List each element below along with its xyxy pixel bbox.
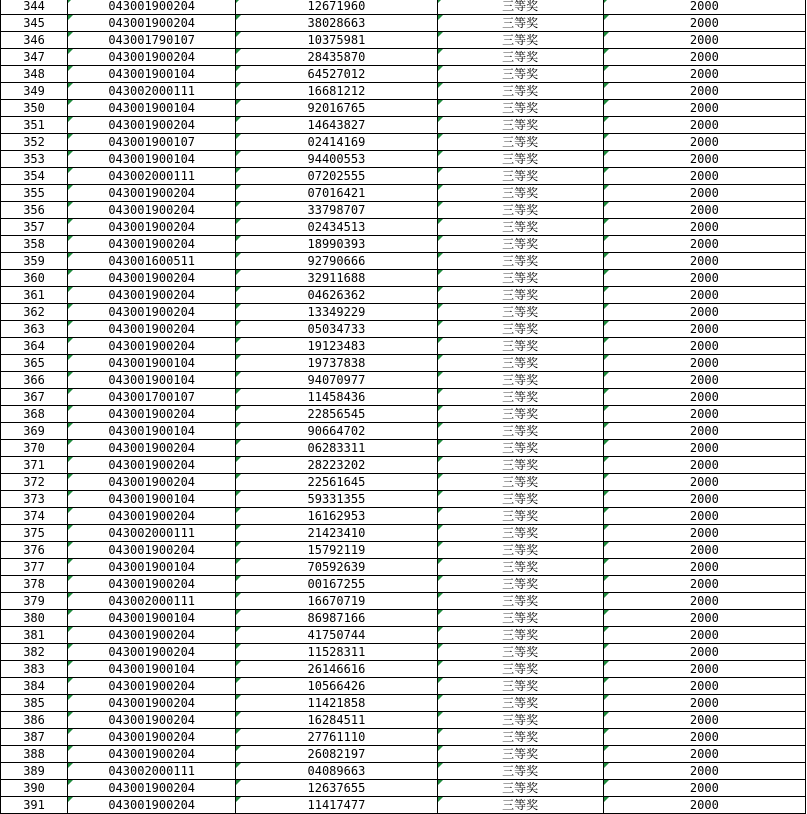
ticket-number-cell[interactable]: 59331355 — [236, 491, 437, 508]
outlet-code-cell[interactable]: 043001900204 — [68, 576, 236, 593]
row-number-cell[interactable]: 375 — [1, 525, 68, 542]
table-row — [1, 83, 806, 100]
ticket-number-cell[interactable]: 18990393 — [236, 236, 437, 253]
prize-amount-cell[interactable]: 2000 — [603, 32, 805, 49]
table-row — [1, 287, 806, 304]
ticket-number-cell[interactable]: 92790666 — [236, 253, 437, 270]
row-number-cell[interactable]: 374 — [1, 508, 68, 525]
outlet-code-cell[interactable]: 043001900104 — [68, 491, 236, 508]
row-number-cell[interactable]: 358 — [1, 236, 68, 253]
outlet-code-cell[interactable]: 043002000111 — [68, 525, 236, 542]
prize-amount-cell[interactable]: 2000 — [603, 712, 805, 729]
row-number-cell[interactable]: 362 — [1, 304, 68, 321]
ticket-number-cell[interactable]: 11458436 — [236, 389, 437, 406]
prize-level-cell[interactable]: 三等奖 — [437, 32, 603, 49]
prize-amount-cell[interactable]: 2000 — [603, 525, 805, 542]
prize-level-cell[interactable]: 三等奖 — [437, 253, 603, 270]
table-row — [1, 100, 806, 117]
table-row — [1, 270, 806, 287]
outlet-code-cell[interactable]: 043001900104 — [68, 661, 236, 678]
outlet-code-cell[interactable]: 043001900204 — [68, 49, 236, 66]
row-number-cell[interactable]: 350 — [1, 100, 68, 117]
ticket-number-cell[interactable]: 64527012 — [236, 66, 437, 83]
table-row — [1, 576, 806, 593]
row-number-cell[interactable]: 360 — [1, 270, 68, 287]
prize-amount-cell[interactable]: 2000 — [603, 304, 805, 321]
prize-amount-cell[interactable]: 2000 — [603, 559, 805, 576]
prize-amount-cell[interactable]: 2000 — [603, 66, 805, 83]
prize-level-cell[interactable]: 三等奖 — [437, 134, 603, 151]
ticket-number-cell[interactable]: 19123483 — [236, 338, 437, 355]
row-number-cell[interactable]: 352 — [1, 134, 68, 151]
prize-level-cell[interactable]: 三等奖 — [437, 0, 603, 15]
row-number-cell[interactable]: 368 — [1, 406, 68, 423]
prize-level-cell[interactable]: 三等奖 — [437, 355, 603, 372]
outlet-code-cell[interactable]: 043001900204 — [68, 117, 236, 134]
table-row — [1, 151, 806, 168]
prize-level-cell[interactable]: 三等奖 — [437, 185, 603, 202]
row-number-cell[interactable]: 364 — [1, 338, 68, 355]
outlet-code-cell[interactable]: 043001900204 — [68, 321, 236, 338]
table-row — [1, 712, 806, 729]
table-row — [1, 729, 806, 746]
ticket-number-cell[interactable]: 10375981 — [236, 32, 437, 49]
prize-level-cell[interactable]: 三等奖 — [437, 610, 603, 627]
prize-level-cell[interactable]: 三等奖 — [437, 661, 603, 678]
prize-amount-cell[interactable]: 2000 — [603, 542, 805, 559]
prize-level-cell[interactable]: 三等奖 — [437, 151, 603, 168]
prize-level-cell[interactable]: 三等奖 — [437, 372, 603, 389]
outlet-code-cell[interactable]: 043001900104 — [68, 423, 236, 440]
ticket-number-cell[interactable]: 05034733 — [236, 321, 437, 338]
prize-amount-cell[interactable]: 2000 — [603, 576, 805, 593]
outlet-code-cell[interactable]: 043002000111 — [68, 593, 236, 610]
prize-level-cell[interactable]: 三等奖 — [437, 474, 603, 491]
table-row — [1, 321, 806, 338]
outlet-code-cell[interactable]: 043001900104 — [68, 559, 236, 576]
row-number-cell[interactable]: 353 — [1, 151, 68, 168]
ticket-number-cell[interactable]: 11528311 — [236, 644, 437, 661]
row-number-cell[interactable]: 363 — [1, 321, 68, 338]
ticket-number-cell[interactable]: 41750744 — [236, 627, 437, 644]
ticket-number-cell[interactable]: 32911688 — [236, 270, 437, 287]
prize-level-cell[interactable]: 三等奖 — [437, 797, 603, 814]
row-number-cell[interactable]: 349 — [1, 83, 68, 100]
table-row — [1, 525, 806, 542]
ticket-number-cell[interactable]: 27761110 — [236, 729, 437, 746]
ticket-number-cell[interactable]: 10566426 — [236, 678, 437, 695]
table-row — [1, 15, 806, 32]
ticket-number-cell[interactable]: 02434513 — [236, 219, 437, 236]
table-row — [1, 32, 806, 49]
row-number-cell[interactable]: 345 — [1, 15, 68, 32]
prize-amount-cell[interactable]: 2000 — [603, 389, 805, 406]
table-row — [1, 423, 806, 440]
table-row — [1, 559, 806, 576]
row-number-cell[interactable]: 369 — [1, 423, 68, 440]
prize-level-cell[interactable]: 三等奖 — [437, 287, 603, 304]
ticket-number-cell[interactable]: 14643827 — [236, 117, 437, 134]
ticket-number-cell[interactable]: 70592639 — [236, 559, 437, 576]
outlet-code-cell[interactable]: 043001900204 — [68, 406, 236, 423]
row-number-cell[interactable]: 357 — [1, 219, 68, 236]
outlet-code-cell[interactable]: 043001900204 — [68, 695, 236, 712]
outlet-code-cell[interactable]: 043001900204 — [68, 746, 236, 763]
row-number-cell[interactable]: 385 — [1, 695, 68, 712]
prize-list-body — [1, 0, 806, 814]
row-number-cell[interactable]: 373 — [1, 491, 68, 508]
prize-amount-cell[interactable]: 2000 — [603, 678, 805, 695]
prize-level-cell[interactable]: 三等奖 — [437, 49, 603, 66]
outlet-code-cell[interactable]: 043001900107 — [68, 134, 236, 151]
outlet-code-cell[interactable]: 043001900204 — [68, 457, 236, 474]
prize-amount-cell[interactable]: 2000 — [603, 627, 805, 644]
outlet-code-cell[interactable]: 043001900104 — [68, 100, 236, 117]
outlet-code-cell[interactable]: 043001900204 — [68, 304, 236, 321]
prize-level-cell[interactable]: 三等奖 — [437, 576, 603, 593]
prize-level-cell[interactable]: 三等奖 — [437, 66, 603, 83]
row-number-cell[interactable]: 378 — [1, 576, 68, 593]
ticket-number-cell[interactable]: 22856545 — [236, 406, 437, 423]
table-row — [1, 627, 806, 644]
prize-amount-cell[interactable]: 2000 — [603, 763, 805, 780]
table-row — [1, 780, 806, 797]
table-row — [1, 746, 806, 763]
outlet-code-cell[interactable]: 043001900204 — [68, 270, 236, 287]
outlet-code-cell[interactable]: 043001900204 — [68, 440, 236, 457]
outlet-code-cell[interactable]: 043001900104 — [68, 355, 236, 372]
row-number-cell[interactable]: 356 — [1, 202, 68, 219]
table-row — [1, 355, 806, 372]
table-row — [1, 372, 806, 389]
ticket-number-cell[interactable]: 26146616 — [236, 661, 437, 678]
ticket-number-cell[interactable]: 19737838 — [236, 355, 437, 372]
prize-level-cell[interactable]: 三等奖 — [437, 627, 603, 644]
outlet-code-cell[interactable]: 043001700107 — [68, 389, 236, 406]
prize-amount-cell[interactable]: 2000 — [603, 151, 805, 168]
row-number-cell[interactable]: 354 — [1, 168, 68, 185]
ticket-number-cell[interactable]: 07016421 — [236, 185, 437, 202]
outlet-code-cell[interactable]: 043001900204 — [68, 644, 236, 661]
ticket-number-cell[interactable]: 90664702 — [236, 423, 437, 440]
outlet-code-cell[interactable]: 043002000111 — [68, 763, 236, 780]
prize-level-cell[interactable]: 三等奖 — [437, 83, 603, 100]
ticket-number-cell[interactable]: 94070977 — [236, 372, 437, 389]
row-number-cell[interactable]: 359 — [1, 253, 68, 270]
table-row — [1, 440, 806, 457]
outlet-code-cell[interactable]: 043001900204 — [68, 729, 236, 746]
outlet-code-cell[interactable]: 043001900204 — [68, 338, 236, 355]
table-row — [1, 593, 806, 610]
row-number-cell[interactable]: 367 — [1, 389, 68, 406]
outlet-code-cell[interactable]: 043001900104 — [68, 372, 236, 389]
table-row — [1, 253, 806, 270]
prize-amount-cell[interactable]: 2000 — [603, 83, 805, 100]
prize-amount-cell[interactable]: 2000 — [603, 491, 805, 508]
outlet-code-cell[interactable]: 043001900204 — [68, 0, 236, 15]
prize-level-cell[interactable]: 三等奖 — [437, 763, 603, 780]
prize-amount-cell[interactable]: 2000 — [603, 508, 805, 525]
table-row — [1, 117, 806, 134]
prize-amount-cell[interactable]: 2000 — [603, 695, 805, 712]
prize-level-cell[interactable]: 三等奖 — [437, 780, 603, 797]
ticket-number-cell[interactable]: 38028663 — [236, 15, 437, 32]
prize-amount-cell[interactable]: 2000 — [603, 0, 805, 15]
table-row — [1, 678, 806, 695]
prize-amount-cell[interactable]: 2000 — [603, 321, 805, 338]
prize-amount-cell[interactable]: 2000 — [603, 253, 805, 270]
ticket-number-cell[interactable]: 86987166 — [236, 610, 437, 627]
ticket-number-cell[interactable]: 11421858 — [236, 695, 437, 712]
table-row — [1, 491, 806, 508]
outlet-code-cell[interactable]: 043001900204 — [68, 287, 236, 304]
prize-amount-cell[interactable]: 2000 — [603, 457, 805, 474]
prize-amount-cell[interactable]: 2000 — [603, 219, 805, 236]
row-number-cell[interactable]: 380 — [1, 610, 68, 627]
ticket-number-cell[interactable]: 21423410 — [236, 525, 437, 542]
outlet-code-cell[interactable]: 043001790107 — [68, 32, 236, 49]
table-row — [1, 474, 806, 491]
table-row — [1, 202, 806, 219]
outlet-code-cell[interactable]: 043002000111 — [68, 168, 236, 185]
ticket-number-cell[interactable]: 26082197 — [236, 746, 437, 763]
ticket-number-cell[interactable]: 16162953 — [236, 508, 437, 525]
prize-amount-cell[interactable]: 2000 — [603, 270, 805, 287]
row-number-cell[interactable]: 351 — [1, 117, 68, 134]
prize-level-cell[interactable]: 三等奖 — [437, 423, 603, 440]
ticket-number-cell[interactable]: 92016765 — [236, 100, 437, 117]
row-number-cell[interactable]: 355 — [1, 185, 68, 202]
ticket-number-cell[interactable]: 12637655 — [236, 780, 437, 797]
table-row — [1, 695, 806, 712]
row-number-cell[interactable]: 372 — [1, 474, 68, 491]
table-row — [1, 66, 806, 83]
table-row — [1, 236, 806, 253]
table-row — [1, 508, 806, 525]
outlet-code-cell[interactable]: 043001900204 — [68, 542, 236, 559]
ticket-number-cell[interactable]: 07202555 — [236, 168, 437, 185]
outlet-code-cell[interactable]: 043001900204 — [68, 780, 236, 797]
row-number-cell[interactable]: 388 — [1, 746, 68, 763]
ticket-number-cell[interactable]: 11417477 — [236, 797, 437, 814]
prize-level-cell[interactable]: 三等奖 — [437, 270, 603, 287]
ticket-number-cell[interactable]: 28435870 — [236, 49, 437, 66]
outlet-code-cell[interactable]: 043001900204 — [68, 15, 236, 32]
table-row — [1, 219, 806, 236]
prize-amount-cell[interactable]: 2000 — [603, 440, 805, 457]
prize-level-cell[interactable]: 三等奖 — [437, 508, 603, 525]
table-row — [1, 457, 806, 474]
prize-level-cell[interactable]: 三等奖 — [437, 457, 603, 474]
prize-level-cell[interactable]: 三等奖 — [437, 202, 603, 219]
prize-level-cell[interactable]: 三等奖 — [437, 389, 603, 406]
table-row — [1, 168, 806, 185]
ticket-number-cell[interactable]: 28223202 — [236, 457, 437, 474]
ticket-number-cell[interactable]: 02414169 — [236, 134, 437, 151]
prize-level-cell[interactable]: 三等奖 — [437, 729, 603, 746]
table-row — [1, 304, 806, 321]
row-number-cell[interactable]: 390 — [1, 780, 68, 797]
prize-amount-cell[interactable]: 2000 — [603, 202, 805, 219]
table-row — [1, 661, 806, 678]
prize-level-cell[interactable]: 三等奖 — [437, 559, 603, 576]
prize-level-cell[interactable]: 三等奖 — [437, 746, 603, 763]
prize-level-cell[interactable]: 三等奖 — [437, 644, 603, 661]
prize-level-cell[interactable]: 三等奖 — [437, 304, 603, 321]
prize-amount-cell[interactable]: 2000 — [603, 338, 805, 355]
prize-level-cell[interactable]: 三等奖 — [437, 219, 603, 236]
outlet-code-cell[interactable]: 043001900204 — [68, 236, 236, 253]
outlet-code-cell[interactable]: 043001600511 — [68, 253, 236, 270]
table-row — [1, 134, 806, 151]
table-row — [1, 763, 806, 780]
table-row — [1, 542, 806, 559]
outlet-code-cell[interactable]: 043001900204 — [68, 202, 236, 219]
prize-level-cell[interactable]: 三等奖 — [437, 440, 603, 457]
row-number-cell[interactable]: 366 — [1, 372, 68, 389]
outlet-code-cell[interactable]: 043001900204 — [68, 474, 236, 491]
outlet-code-cell[interactable]: 043001900204 — [68, 678, 236, 695]
prize-amount-cell[interactable]: 2000 — [603, 168, 805, 185]
prize-amount-cell[interactable]: 2000 — [603, 661, 805, 678]
prize-level-cell[interactable]: 三等奖 — [437, 712, 603, 729]
prize-amount-cell[interactable]: 2000 — [603, 372, 805, 389]
prize-level-cell[interactable]: 三等奖 — [437, 236, 603, 253]
prize-amount-cell[interactable]: 2000 — [603, 729, 805, 746]
outlet-code-cell[interactable]: 043001900104 — [68, 66, 236, 83]
outlet-code-cell[interactable]: 043001900104 — [68, 151, 236, 168]
row-number-cell[interactable]: 344 — [1, 0, 68, 15]
prize-level-cell[interactable]: 三等奖 — [437, 338, 603, 355]
row-number-cell[interactable]: 371 — [1, 457, 68, 474]
prize-level-cell[interactable]: 三等奖 — [437, 406, 603, 423]
prize-level-cell[interactable]: 三等奖 — [437, 491, 603, 508]
table-row — [1, 610, 806, 627]
prize-amount-cell[interactable]: 2000 — [603, 610, 805, 627]
ticket-number-cell[interactable]: 16681212 — [236, 83, 437, 100]
prize-amount-cell[interactable]: 2000 — [603, 100, 805, 117]
prize-amount-cell[interactable]: 2000 — [603, 474, 805, 491]
ticket-number-cell[interactable]: 04089663 — [236, 763, 437, 780]
row-number-cell[interactable]: 346 — [1, 32, 68, 49]
ticket-number-cell[interactable]: 16284511 — [236, 712, 437, 729]
prize-level-cell[interactable]: 三等奖 — [437, 100, 603, 117]
prize-amount-cell[interactable]: 2000 — [603, 49, 805, 66]
row-number-cell[interactable]: 377 — [1, 559, 68, 576]
prize-level-cell[interactable]: 三等奖 — [437, 15, 603, 32]
prize-amount-cell[interactable]: 2000 — [603, 746, 805, 763]
prize-amount-cell[interactable]: 2000 — [603, 423, 805, 440]
row-number-cell[interactable]: 384 — [1, 678, 68, 695]
ticket-number-cell[interactable]: 04626362 — [236, 287, 437, 304]
ticket-number-cell[interactable]: 13349229 — [236, 304, 437, 321]
prize-level-cell[interactable]: 三等奖 — [437, 678, 603, 695]
ticket-number-cell[interactable]: 00167255 — [236, 576, 437, 593]
outlet-code-cell[interactable]: 043002000111 — [68, 83, 236, 100]
outlet-code-cell[interactable]: 043001900204 — [68, 219, 236, 236]
row-number-cell[interactable]: 382 — [1, 644, 68, 661]
prize-amount-cell[interactable]: 2000 — [603, 236, 805, 253]
table-row — [1, 644, 806, 661]
ticket-number-cell[interactable]: 22561645 — [236, 474, 437, 491]
row-number-cell[interactable]: 383 — [1, 661, 68, 678]
prize-level-cell[interactable]: 三等奖 — [437, 542, 603, 559]
outlet-code-cell[interactable]: 043001900204 — [68, 185, 236, 202]
table-row — [1, 389, 806, 406]
outlet-code-cell[interactable]: 043001900104 — [68, 610, 236, 627]
prize-level-cell[interactable]: 三等奖 — [437, 525, 603, 542]
prize-level-cell[interactable]: 三等奖 — [437, 117, 603, 134]
prize-amount-cell[interactable]: 2000 — [603, 134, 805, 151]
outlet-code-cell[interactable]: 043001900204 — [68, 508, 236, 525]
table-row — [1, 338, 806, 355]
row-number-cell[interactable]: 376 — [1, 542, 68, 559]
row-number-cell[interactable]: 381 — [1, 627, 68, 644]
row-number-cell[interactable]: 386 — [1, 712, 68, 729]
row-number-cell[interactable]: 348 — [1, 66, 68, 83]
table-row — [1, 0, 806, 15]
row-number-cell[interactable]: 387 — [1, 729, 68, 746]
prize-amount-cell[interactable]: 2000 — [603, 287, 805, 304]
prize-amount-cell[interactable]: 2000 — [603, 15, 805, 32]
prize-amount-cell[interactable]: 2000 — [603, 593, 805, 610]
ticket-number-cell[interactable]: 06283311 — [236, 440, 437, 457]
ticket-number-cell[interactable]: 33798707 — [236, 202, 437, 219]
prize-level-cell[interactable]: 三等奖 — [437, 321, 603, 338]
prize-level-cell[interactable]: 三等奖 — [437, 168, 603, 185]
ticket-number-cell[interactable]: 12671960 — [236, 0, 437, 15]
row-number-cell[interactable]: 365 — [1, 355, 68, 372]
row-number-cell[interactable]: 370 — [1, 440, 68, 457]
ticket-number-cell[interactable]: 16670719 — [236, 593, 437, 610]
prize-level-cell[interactable]: 三等奖 — [437, 695, 603, 712]
prize-amount-cell[interactable]: 2000 — [603, 185, 805, 202]
prize-amount-cell[interactable]: 2000 — [603, 644, 805, 661]
row-number-cell[interactable]: 389 — [1, 763, 68, 780]
row-number-cell[interactable]: 347 — [1, 49, 68, 66]
prize-amount-cell[interactable]: 2000 — [603, 117, 805, 134]
row-number-cell[interactable]: 391 — [1, 797, 68, 814]
outlet-code-cell[interactable]: 043001900204 — [68, 712, 236, 729]
prize-level-cell[interactable]: 三等奖 — [437, 593, 603, 610]
table-row — [1, 49, 806, 66]
ticket-number-cell[interactable]: 94400553 — [236, 151, 437, 168]
table-row — [1, 185, 806, 202]
table-row — [1, 406, 806, 423]
row-number-cell[interactable]: 361 — [1, 287, 68, 304]
prize-amount-cell[interactable]: 2000 — [603, 355, 805, 372]
outlet-code-cell[interactable]: 043001900204 — [68, 627, 236, 644]
row-number-cell[interactable]: 379 — [1, 593, 68, 610]
prize-amount-cell[interactable]: 2000 — [603, 797, 805, 814]
prize-amount-cell[interactable]: 2000 — [603, 406, 805, 423]
ticket-number-cell[interactable]: 15792119 — [236, 542, 437, 559]
prize-amount-cell[interactable]: 2000 — [603, 780, 805, 797]
outlet-code-cell[interactable]: 043001900204 — [68, 797, 236, 814]
